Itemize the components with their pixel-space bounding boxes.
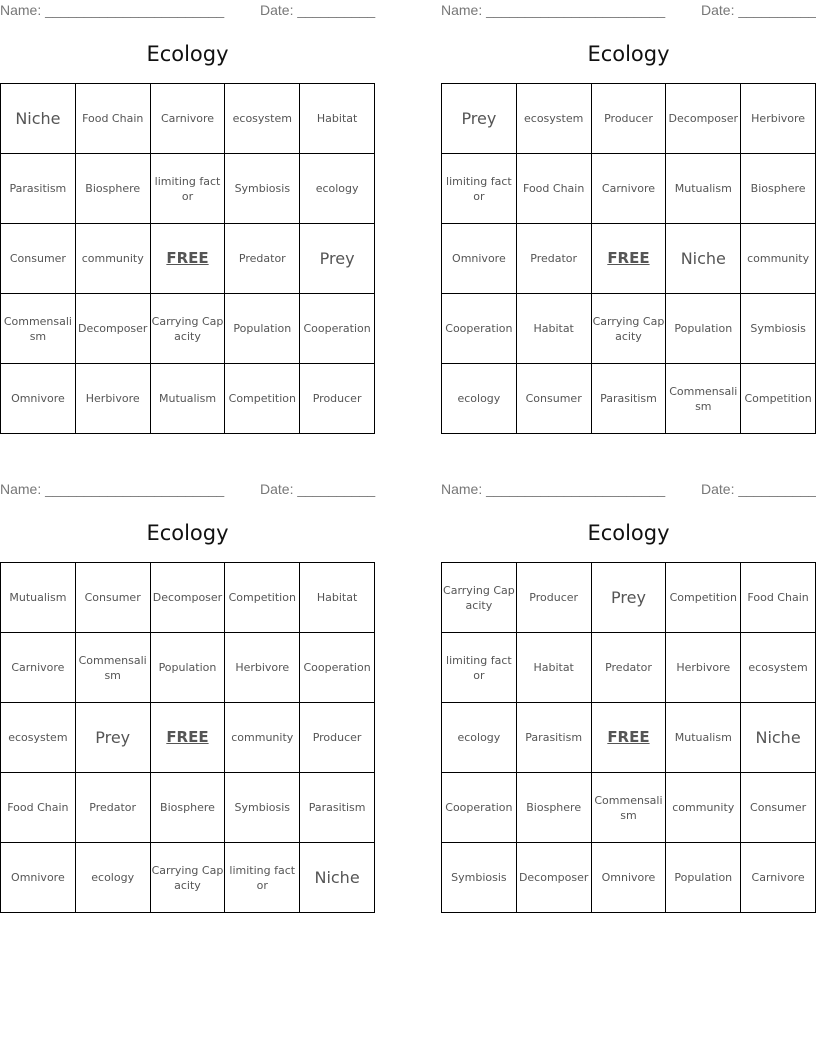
bingo-cell: Decomposer bbox=[516, 843, 591, 913]
name-date-line bbox=[0, 2, 375, 20]
date-field-label: Date: __________ bbox=[701, 2, 816, 18]
bingo-cell: Food Chain bbox=[75, 84, 150, 154]
bingo-cell: Competition bbox=[666, 563, 741, 633]
bingo-cell: Carrying Capacity bbox=[591, 294, 666, 364]
bingo-cell: Decomposer bbox=[75, 294, 150, 364]
bingo-cell: Consumer bbox=[516, 364, 591, 434]
bingo-cell: community bbox=[666, 773, 741, 843]
bingo-cell: Food Chain bbox=[1, 773, 76, 843]
bingo-cell: Niche bbox=[666, 224, 741, 294]
bingo-cell: community bbox=[741, 224, 816, 294]
bingo-cell: Habitat bbox=[300, 84, 375, 154]
card-title: Ecology bbox=[146, 521, 229, 545]
bingo-cell: ecosystem bbox=[516, 84, 591, 154]
bingo-cell: ecosystem bbox=[741, 633, 816, 703]
bingo-grid bbox=[441, 83, 816, 434]
bingo-grid bbox=[441, 562, 816, 913]
bingo-cell: Niche bbox=[1, 84, 76, 154]
name-date-line bbox=[441, 481, 816, 499]
bingo-cell: Population bbox=[225, 294, 300, 364]
bingo-cell: Predator bbox=[225, 224, 300, 294]
name-field-label: Name: _______________________ bbox=[0, 481, 225, 497]
bingo-cell: Symbiosis bbox=[225, 773, 300, 843]
bingo-cell: Producer bbox=[300, 364, 375, 434]
bingo-cell: Symbiosis bbox=[442, 843, 517, 913]
bingo-cell: limiting factor bbox=[225, 843, 300, 913]
bingo-cell: Cooperation bbox=[442, 773, 517, 843]
name-field-label: Name: _______________________ bbox=[0, 2, 225, 18]
date-field-label: Date: __________ bbox=[260, 481, 376, 497]
free-space-cell: FREE bbox=[591, 224, 666, 294]
bingo-cell: ecology bbox=[75, 843, 150, 913]
bingo-cell: Prey bbox=[591, 563, 666, 633]
bingo-cell: ecology bbox=[442, 364, 517, 434]
bingo-cell: Commensalism bbox=[591, 773, 666, 843]
free-space-cell: FREE bbox=[591, 703, 666, 773]
bingo-cell: Prey bbox=[75, 703, 150, 773]
bingo-cell: Symbiosis bbox=[741, 294, 816, 364]
bingo-cell: Consumer bbox=[741, 773, 816, 843]
bingo-cell: Parasitism bbox=[516, 703, 591, 773]
bingo-cell: limiting factor bbox=[442, 633, 517, 703]
bingo-cell: Carnivore bbox=[150, 84, 225, 154]
bingo-cell: Prey bbox=[300, 224, 375, 294]
date-field-label: Date: __________ bbox=[260, 2, 376, 18]
bingo-cell: Competition bbox=[225, 563, 300, 633]
bingo-cell: Commensalism bbox=[1, 294, 76, 364]
bingo-cell: Predator bbox=[591, 633, 666, 703]
free-space-cell: FREE bbox=[150, 224, 225, 294]
bingo-cell: Biosphere bbox=[150, 773, 225, 843]
bingo-cell: Parasitism bbox=[1, 154, 76, 224]
card-title: Ecology bbox=[587, 521, 670, 545]
bingo-cell: Commensalism bbox=[666, 364, 741, 434]
bingo-cell: Biosphere bbox=[741, 154, 816, 224]
bingo-cell: Herbivore bbox=[741, 84, 816, 154]
bingo-cell: Parasitism bbox=[300, 773, 375, 843]
bingo-cell: Herbivore bbox=[75, 364, 150, 434]
bingo-cell: Carrying Capacity bbox=[150, 843, 225, 913]
bingo-grid bbox=[0, 83, 375, 434]
bingo-cell: Producer bbox=[591, 84, 666, 154]
bingo-cell: Parasitism bbox=[591, 364, 666, 434]
name-date-line bbox=[441, 2, 816, 20]
bingo-cell: Omnivore bbox=[591, 843, 666, 913]
bingo-cell: Competition bbox=[741, 364, 816, 434]
bingo-cell: Population bbox=[666, 843, 741, 913]
bingo-cell: Habitat bbox=[516, 294, 591, 364]
bingo-cell: Producer bbox=[300, 703, 375, 773]
bingo-cell: Herbivore bbox=[666, 633, 741, 703]
bingo-cell: Competition bbox=[225, 364, 300, 434]
bingo-cell: ecology bbox=[300, 154, 375, 224]
bingo-cell: community bbox=[225, 703, 300, 773]
bingo-cell: Habitat bbox=[516, 633, 591, 703]
bingo-cell: ecosystem bbox=[1, 703, 76, 773]
name-field-label: Name: _______________________ bbox=[441, 481, 666, 497]
bingo-grid bbox=[0, 562, 375, 913]
bingo-cell: Niche bbox=[300, 843, 375, 913]
bingo-cell: community bbox=[75, 224, 150, 294]
bingo-cell: Mutualism bbox=[666, 154, 741, 224]
date-field-label: Date: __________ bbox=[701, 481, 816, 497]
bingo-cell: Carrying Capacity bbox=[442, 563, 517, 633]
bingo-cell: Omnivore bbox=[442, 224, 517, 294]
bingo-cell: Carnivore bbox=[591, 154, 666, 224]
bingo-cell: Carrying Capacity bbox=[150, 294, 225, 364]
bingo-cell: Producer bbox=[516, 563, 591, 633]
bingo-cell: Predator bbox=[516, 224, 591, 294]
bingo-cell: Symbiosis bbox=[225, 154, 300, 224]
bingo-cell: limiting factor bbox=[442, 154, 517, 224]
bingo-cell: Decomposer bbox=[150, 563, 225, 633]
bingo-cell: Population bbox=[666, 294, 741, 364]
bingo-cell: Food Chain bbox=[516, 154, 591, 224]
bingo-cell: Cooperation bbox=[300, 294, 375, 364]
bingo-cell: Food Chain bbox=[741, 563, 816, 633]
bingo-cell: Herbivore bbox=[225, 633, 300, 703]
bingo-cell: Omnivore bbox=[1, 843, 76, 913]
card-title: Ecology bbox=[146, 42, 229, 66]
bingo-cell: Population bbox=[150, 633, 225, 703]
bingo-cell: Consumer bbox=[75, 563, 150, 633]
bingo-cell: Carnivore bbox=[741, 843, 816, 913]
bingo-cell: Commensalism bbox=[75, 633, 150, 703]
bingo-cell: Mutualism bbox=[150, 364, 225, 434]
bingo-cell: Mutualism bbox=[1, 563, 76, 633]
bingo-cell: Prey bbox=[442, 84, 517, 154]
bingo-cell: ecology bbox=[442, 703, 517, 773]
bingo-cell: Niche bbox=[741, 703, 816, 773]
name-date-line bbox=[0, 481, 375, 499]
bingo-cell: Consumer bbox=[1, 224, 76, 294]
bingo-cell: Decomposer bbox=[666, 84, 741, 154]
bingo-cell: limiting factor bbox=[150, 154, 225, 224]
card-title: Ecology bbox=[587, 42, 670, 66]
name-field-label: Name: _______________________ bbox=[441, 2, 666, 18]
bingo-cell: Mutualism bbox=[666, 703, 741, 773]
bingo-cell: Cooperation bbox=[442, 294, 517, 364]
free-space-cell: FREE bbox=[150, 703, 225, 773]
bingo-cell: Biosphere bbox=[516, 773, 591, 843]
bingo-cell: Cooperation bbox=[300, 633, 375, 703]
bingo-cell: ecosystem bbox=[225, 84, 300, 154]
bingo-cell: Habitat bbox=[300, 563, 375, 633]
bingo-cell: Carnivore bbox=[1, 633, 76, 703]
bingo-cell: Omnivore bbox=[1, 364, 76, 434]
bingo-cell: Predator bbox=[75, 773, 150, 843]
bingo-cell: Biosphere bbox=[75, 154, 150, 224]
